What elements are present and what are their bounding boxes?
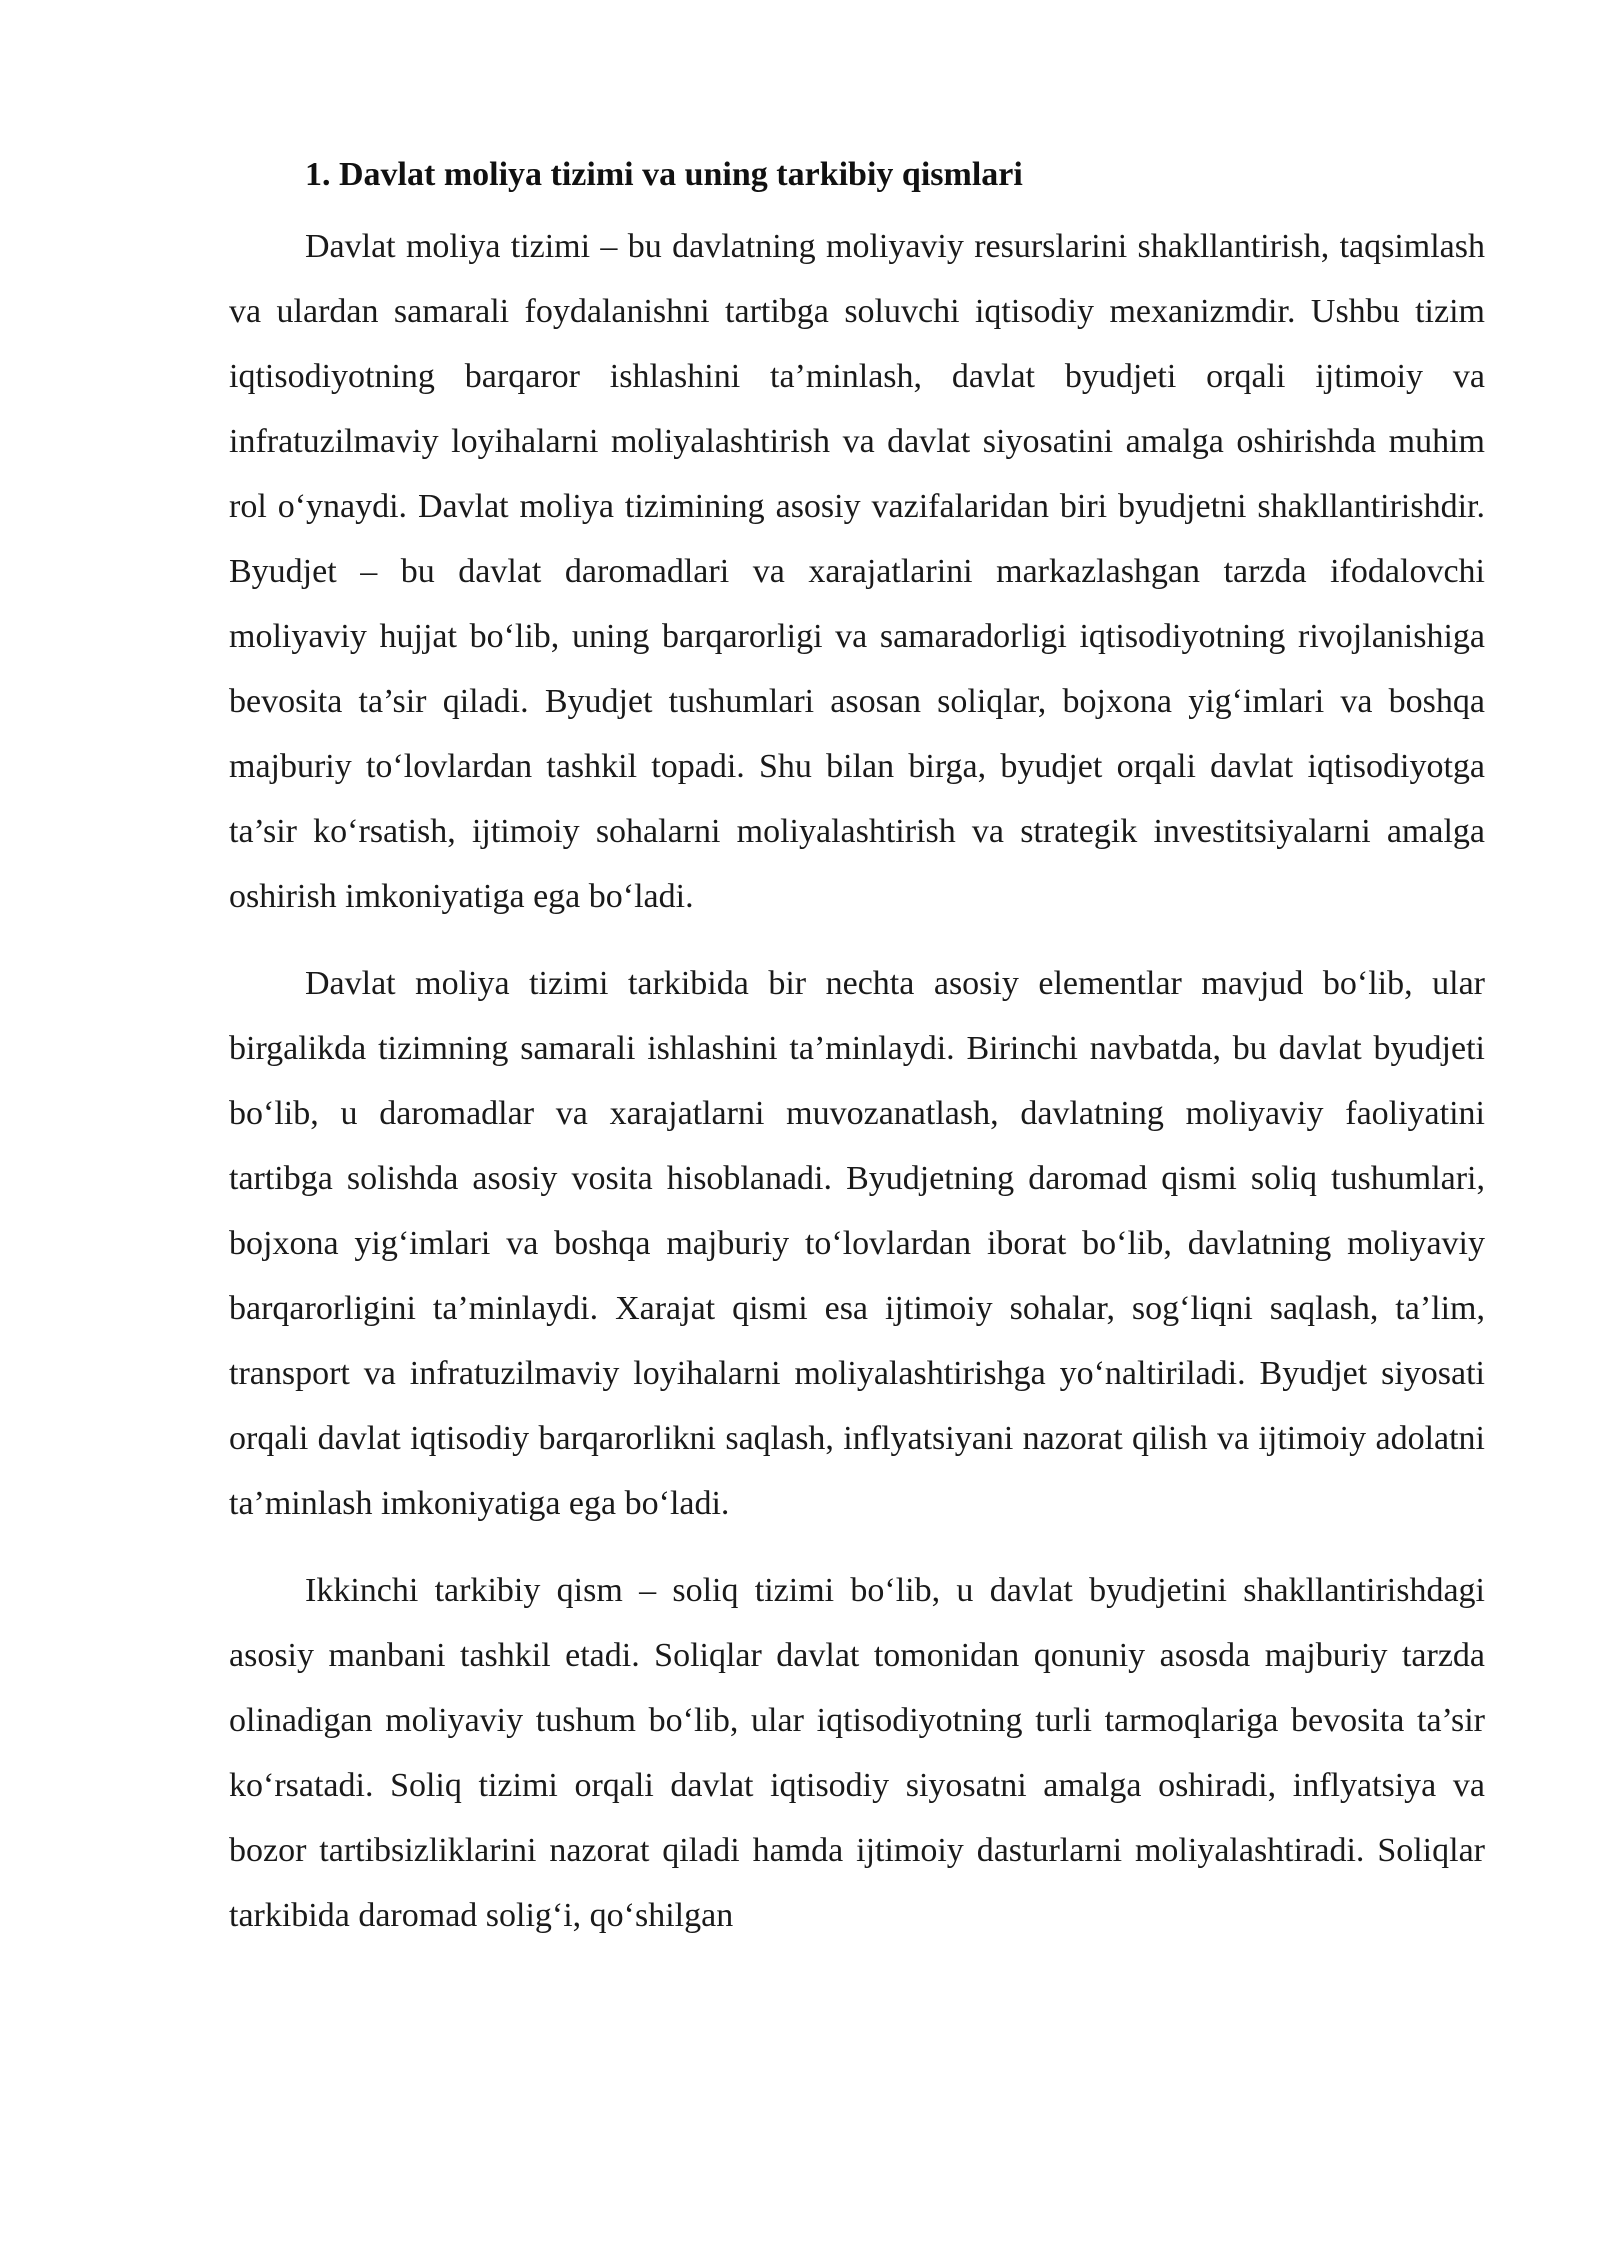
document-page <box>229 150 1485 1948</box>
section-heading: 1. Davlat moliya tizimi va uning tarkibiy qismlari <box>305 156 1023 193</box>
paragraph: Davlat moliya tizimi tarkibida bir nechta asosiy elementlar mavjud bo‘lib, ular birgalikda tizimning samarali ishlashini ta’minlaydi. Birinchi navbatda, bu davlat byudjeti bo‘lib, u daromadlar va xarajatlarni muvozanatlash, davlatning moliyaviy faoliyatini tartibga solishda asosiy vosita hisoblanadi. Byudjetning daromad qismi soliq tushumlari, bojxona yig‘imlari va boshqa majburiy to‘lovlardan iborat bo‘lib, davlatning moliyaviy barqarorligini ta’minlaydi. Xarajat qismi esa ijtimoiy sohalar, sog‘liqni saqlash, ta’lim, transport va infratuzilmaviy loyihalarni moliyalashtirishga yo‘naltiriladi. Byudjet siyosati orqali davlat iqtisodiy barqarorlikni saqlash, inflyatsiyani nazorat qilish va ijtimoiy adolatni ta’minlash imkoniyatiga ega bo‘ladi. <box>229 965 1485 1522</box>
paragraph: Ikkinchi tarkibiy qism – soliq tizimi bo‘lib, u davlat byudjetini shakllantirishdagi asosiy manbani tashkil etadi. Soliqlar davlat tomonidan qonuniy asosda majburiy tarzda olinadigan moliyaviy tushum bo‘lib, ular iqtisodiyotning turli tarmoqlariga bevosita ta’sir ko‘rsatadi. Soliq tizimi orqali davlat iqtisodiy siyosatni amalga oshiradi, inflyatsiya va bozor tartibsizliklarini nazorat qiladi hamda ijtimoiy dasturlarni moliyalashtiradi. Soliqlar tarkibida daromad solig‘i, qo‘shilgan <box>229 1572 1485 1934</box>
paragraph: Davlat moliya tizimi – bu davlatning moliyaviy resurslarini shakllantirish, taqsimlash va ulardan samarali foydalanishni tartibga soluvchi iqtisodiy mexanizmdir. Ushbu tizim iqtisodiyotning barqaror ishlashini ta’minlash, davlat byudjeti orqali ijtimoiy va infratuzilmaviy loyihalarni moliyalashtirish va davlat siyosatini amalga oshirishda muhim rol o‘ynaydi. Davlat moliya tizimining asosiy vazifalaridan biri byudjetni shakllantirishdir. Byudjet – bu davlat daromadlari va xarajatlarini markazlashgan tarzda ifodalovchi moliyaviy hujjat bo‘lib, uning barqarorligi va samaradorligi iqtisodiyotning rivojlanishiga bevosita ta’sir qiladi. Byudjet tushumlari asosan soliqlar, bojxona yig‘imlari va boshqa majburiy to‘lovlardan tashkil topadi. Shu bilan birga, byudjet orqali davlat iqtisodiyotga ta’sir ko‘rsatish, ijtimoiy sohalarni moliyalashtirish va strategik investitsiyalarni amalga oshirish imkoniyatiga ega bo‘ladi. <box>229 228 1485 915</box>
